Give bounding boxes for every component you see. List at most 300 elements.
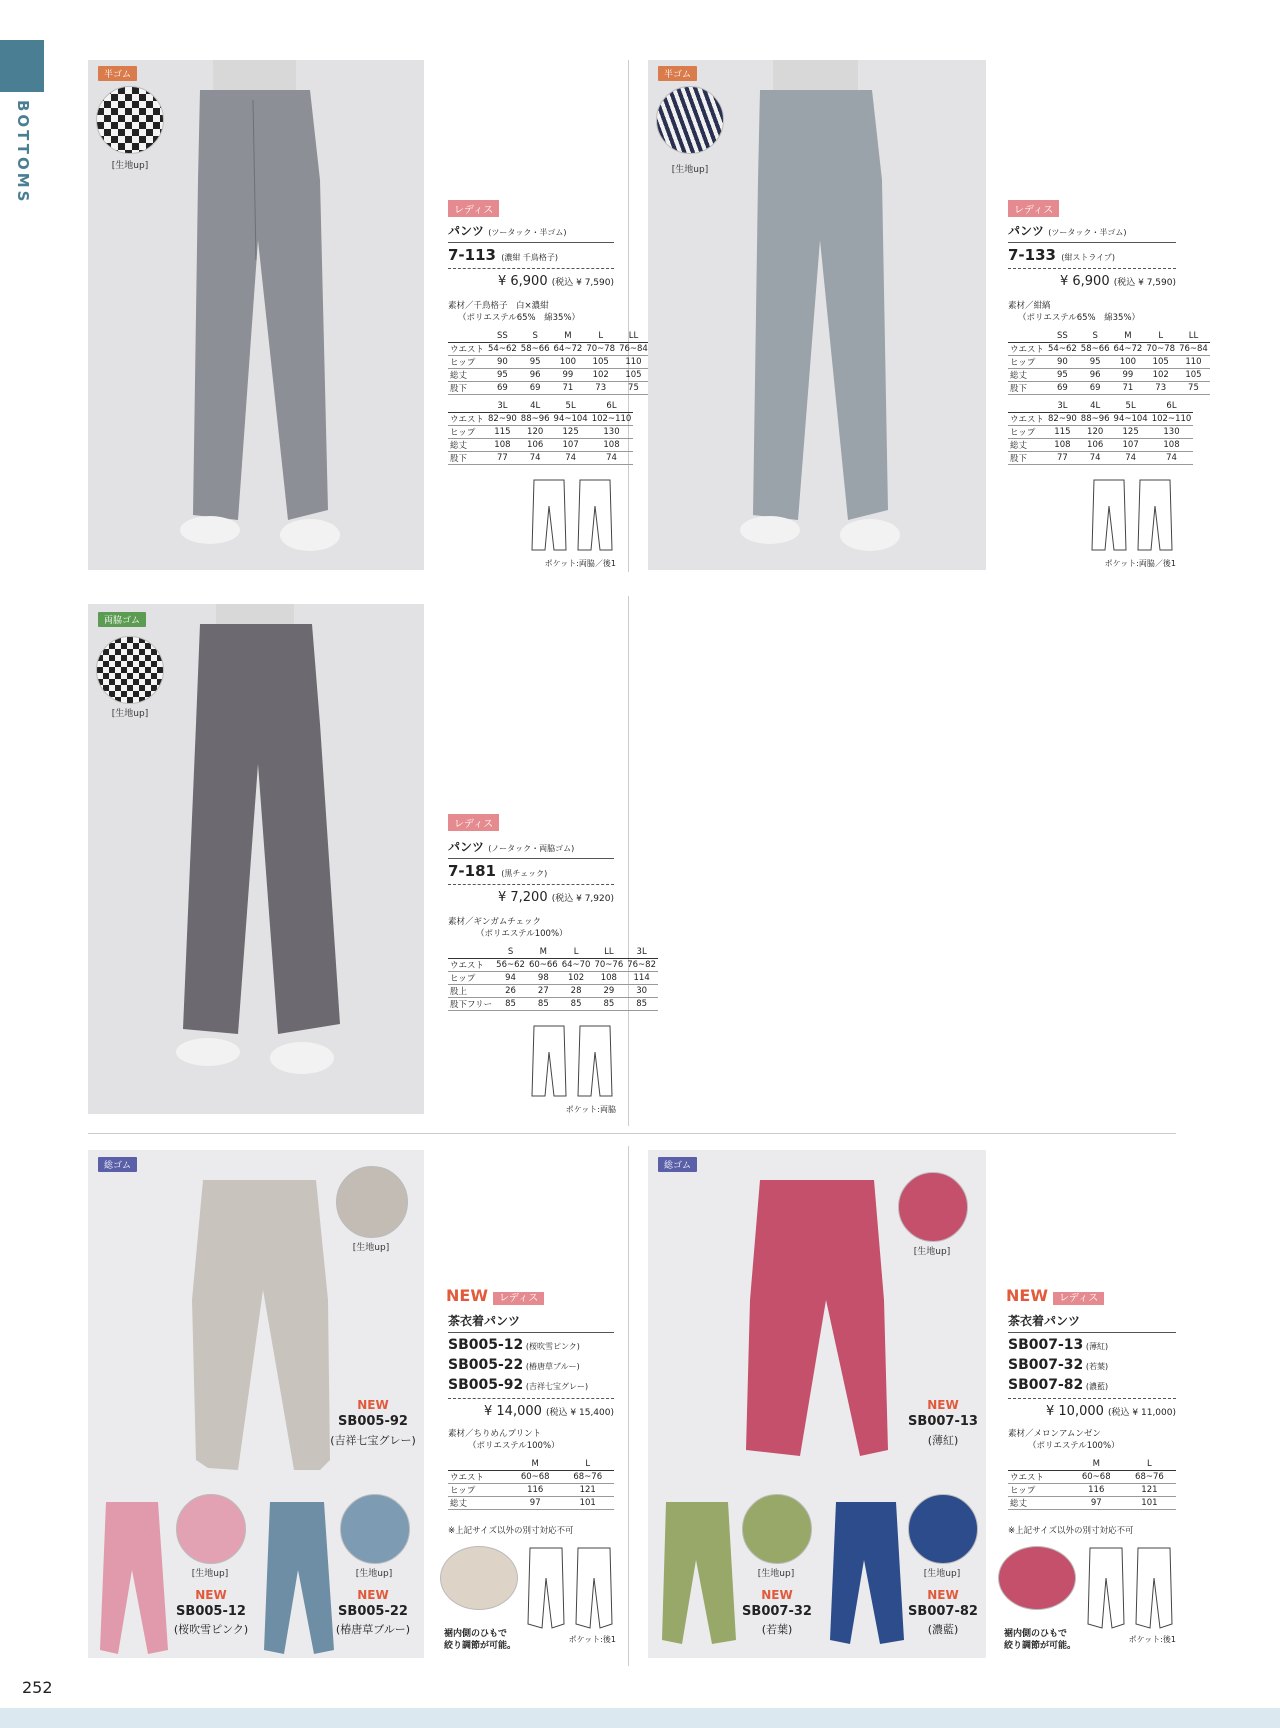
- size-cell: 106: [1079, 439, 1112, 452]
- page-number: 252: [22, 1678, 53, 1697]
- size-header-row: [1008, 400, 1193, 413]
- material: [1008, 300, 1178, 324]
- code-note: (濃藍): [1083, 1382, 1109, 1391]
- flat-drawing: [1090, 476, 1176, 556]
- size-header-cell: [1008, 1458, 1070, 1471]
- size-row-label: ウエスト: [448, 343, 486, 356]
- cord-note-line: 絞り調節が可能。: [1004, 1641, 1077, 1651]
- size-cell: 108: [590, 439, 634, 452]
- size-cell: 95: [519, 356, 552, 369]
- code-text: 7-113: [448, 246, 496, 264]
- size-cell: 96: [1079, 369, 1112, 382]
- size-header-cell: [1008, 400, 1046, 413]
- size-table: [448, 1458, 614, 1510]
- code-note: (濃紺 千鳥格子): [501, 253, 559, 262]
- size-cell: 94: [494, 972, 527, 985]
- column-divider: [628, 60, 629, 572]
- row-divider: [88, 1133, 1176, 1134]
- size-header-cell: M: [1070, 1458, 1123, 1471]
- code-note: (黒チェック): [501, 869, 548, 878]
- size-header-cell: [1008, 330, 1046, 343]
- size-header-row: [448, 946, 658, 959]
- size-cell: 105: [584, 356, 617, 369]
- size-cell: 115: [1046, 426, 1079, 439]
- pocket-note: ポケット:両脇: [565, 1105, 616, 1114]
- size-row: [448, 1471, 614, 1484]
- size-cell: 130: [1150, 426, 1194, 439]
- size-cell: 54~62: [1048, 344, 1077, 354]
- product-code: [448, 246, 558, 264]
- size-row-label: ヒップ: [448, 356, 486, 369]
- size-row-label: 股下: [448, 452, 486, 465]
- size-row-label: 股下: [1008, 382, 1046, 395]
- size-cell: 100: [1112, 356, 1145, 369]
- price-tax: (税込 ¥ 7,590): [1113, 278, 1176, 288]
- flat-drawing: [1086, 1544, 1176, 1634]
- rule: [1008, 1332, 1176, 1333]
- size-cell: 70~78: [1146, 344, 1176, 354]
- size-row: [1008, 369, 1210, 382]
- size-cell: 76~84: [1179, 344, 1208, 354]
- size-row: [1008, 1471, 1176, 1484]
- size-cell: 64~70: [561, 960, 591, 970]
- size-cell: 30: [625, 985, 658, 998]
- size-row-label: ウエスト: [448, 959, 494, 972]
- variant-color: (桜吹雪ピンク): [173, 1623, 249, 1636]
- size-cell: 101: [561, 1497, 614, 1510]
- rule: [448, 1332, 614, 1333]
- fabric-swatch: [176, 1494, 246, 1564]
- size-cell: 125: [552, 426, 590, 439]
- size-header-cell: 4L: [519, 400, 552, 413]
- size-row-label: ウエスト: [1008, 1471, 1070, 1484]
- size-cell: 85: [527, 998, 560, 1011]
- product-code: [1008, 1336, 1178, 1356]
- size-row-label: 総丈: [448, 1497, 509, 1510]
- size-note: ※上記サイズ以外の別寸対応不可: [448, 1526, 574, 1536]
- price-tax: (税込 ¥ 11,000): [1108, 1408, 1176, 1418]
- size-cell: 68~76: [1123, 1471, 1176, 1484]
- size-cell: 71: [552, 382, 585, 395]
- size-cell: 77: [486, 452, 519, 465]
- size-header-cell: SS: [1046, 330, 1079, 343]
- size-header-cell: 3L: [486, 400, 519, 413]
- size-header-cell: 4L: [1079, 400, 1112, 413]
- size-header-row: [1008, 1458, 1176, 1471]
- pocket-note: ポケット:両脇／後1: [544, 559, 616, 568]
- size-cell: 64~72: [1113, 344, 1143, 354]
- size-cell: 110: [1177, 356, 1210, 369]
- size-cell: 64~72: [553, 344, 583, 354]
- title-note: (ツータック・半ゴム): [488, 228, 567, 237]
- fabric-label: [生地up]: [913, 1247, 951, 1257]
- size-row: [1008, 343, 1210, 356]
- rule: [448, 1398, 614, 1399]
- size-cell: 99: [552, 369, 585, 382]
- fabric-swatch: [336, 1166, 408, 1238]
- variant-color: (吉祥七宝グレー): [330, 1434, 416, 1447]
- size-cell: 85: [625, 998, 658, 1011]
- material-composition: （ポリエステル100%）: [476, 929, 568, 939]
- size-row: [448, 413, 633, 426]
- size-cell: 85: [560, 998, 593, 1011]
- price-text: ¥ 14,000: [484, 1404, 542, 1419]
- size-cell: 98: [527, 972, 560, 985]
- variant-code: SB007-13: [908, 1414, 978, 1429]
- new-text: NEW: [446, 1286, 488, 1305]
- size-row: [448, 356, 650, 369]
- flat-drawing: [526, 1544, 616, 1634]
- size-row: [1008, 1497, 1176, 1510]
- size-row-label: 股上: [448, 985, 494, 998]
- size-row: [448, 959, 658, 972]
- flat-drawing: [530, 476, 616, 556]
- fabric-label: [生地up]: [355, 1569, 393, 1579]
- size-cell: 26: [494, 985, 527, 998]
- new-label: NEW: [195, 1588, 227, 1602]
- code-text: 7-133: [1008, 246, 1056, 264]
- size-cell: 74: [1150, 452, 1194, 465]
- size-header-cell: M: [509, 1458, 562, 1471]
- size-header-cell: L: [560, 946, 593, 959]
- pocket-note: ポケット:両脇／後1: [1104, 559, 1176, 568]
- size-row: [448, 343, 650, 356]
- size-row-label: ウエスト: [448, 413, 486, 426]
- product-title: 茶衣着パンツ: [448, 1314, 521, 1328]
- material-line: 素材／千鳥格子 白×濃紺: [448, 301, 549, 311]
- rule: [1008, 242, 1176, 243]
- size-cell: 116: [509, 1484, 562, 1497]
- rule: [448, 884, 614, 885]
- size-cell: 82~90: [488, 414, 517, 424]
- size-cell: 102: [560, 972, 593, 985]
- title-note: (ツータック・半ゴム): [1048, 228, 1127, 237]
- ladies-badge: レディス: [448, 814, 499, 831]
- column-divider: [628, 1146, 629, 1666]
- size-header-cell: 6L: [590, 400, 634, 413]
- size-cell: 96: [519, 369, 552, 382]
- size-cell: 100: [552, 356, 585, 369]
- size-header-cell: [448, 330, 486, 343]
- size-cell: 108: [1150, 439, 1194, 452]
- fabric-swatch: [898, 1172, 968, 1242]
- new-heading: [1006, 1286, 1104, 1305]
- size-row-label: 総丈: [448, 439, 486, 452]
- size-row-label: ヒップ: [448, 426, 486, 439]
- size-header-cell: L: [1144, 330, 1177, 343]
- elastic-badge: 半ゴム: [98, 66, 137, 81]
- size-row-label: 総丈: [1008, 1497, 1070, 1510]
- product-code: [448, 1356, 618, 1376]
- size-row-label: 股下: [1008, 452, 1046, 465]
- new-label: NEW: [927, 1398, 959, 1412]
- variant-color: (濃藍): [927, 1623, 959, 1636]
- variant-code: SB005-92: [338, 1414, 408, 1429]
- fabric-label: [生地up]: [923, 1569, 961, 1579]
- size-row-label: ヒップ: [1008, 356, 1046, 369]
- size-cell: 70~76: [594, 960, 624, 970]
- size-row-label: ヒップ: [448, 1484, 509, 1497]
- size-row: [448, 1497, 614, 1510]
- elastic-badge: 総ゴム: [98, 1157, 137, 1172]
- new-text: NEW: [1006, 1286, 1048, 1305]
- price-tax: (税込 ¥ 15,400): [546, 1408, 614, 1418]
- code-list: [1008, 1336, 1178, 1396]
- fabric-swatch: [96, 636, 164, 704]
- section-tab: [0, 40, 44, 92]
- size-header-cell: [448, 1458, 509, 1471]
- size-cell: 106: [519, 439, 552, 452]
- size-row: [448, 985, 658, 998]
- product-code: [1008, 246, 1115, 264]
- code-note: (桜吹雪ピンク): [523, 1342, 580, 1351]
- size-cell: 60~66: [528, 960, 558, 970]
- size-cell: 60~68: [509, 1471, 562, 1484]
- price: [448, 1404, 614, 1419]
- size-cell: 107: [1112, 439, 1150, 452]
- size-note: ※上記サイズ以外の別寸対応不可: [1008, 1526, 1134, 1536]
- pocket-note: ポケット:後1: [568, 1635, 616, 1644]
- new-label: NEW: [357, 1588, 389, 1602]
- title-text: パンツ: [448, 840, 485, 854]
- title-text: パンツ: [1008, 224, 1045, 238]
- size-table: [1008, 1458, 1176, 1510]
- new-label: NEW: [357, 1398, 389, 1412]
- variant-code: SB007-32: [742, 1604, 812, 1619]
- size-cell: 56~62: [496, 960, 525, 970]
- size-header-cell: S: [519, 330, 552, 343]
- hem-closeup: [440, 1546, 518, 1610]
- hem-closeup: [998, 1546, 1076, 1610]
- size-cell: 27: [527, 985, 560, 998]
- size-header-row: [448, 330, 650, 343]
- size-cell: 69: [486, 382, 519, 395]
- rule: [448, 268, 614, 269]
- fabric-swatch: [908, 1494, 978, 1564]
- size-header-cell: 3L: [1046, 400, 1079, 413]
- size-cell: 116: [1070, 1484, 1123, 1497]
- size-cell: 77: [1046, 452, 1079, 465]
- product-title: [448, 222, 566, 239]
- size-cell: 82~90: [1048, 414, 1077, 424]
- size-header-cell: M: [527, 946, 560, 959]
- size-row-label: ヒップ: [448, 972, 494, 985]
- product-title: [1008, 222, 1126, 239]
- size-cell: 88~96: [520, 414, 550, 424]
- size-cell: 102: [1144, 369, 1177, 382]
- size-cell: 58~66: [1080, 344, 1110, 354]
- size-row-label: ウエスト: [448, 1471, 509, 1484]
- size-header-row: [448, 1458, 614, 1471]
- price: [448, 274, 614, 289]
- material: [1008, 1428, 1178, 1452]
- size-row-label: 股下フリー: [448, 998, 494, 1011]
- material-line: 素材／ギンガムチェック: [448, 917, 541, 927]
- size-header-cell: S: [1079, 330, 1112, 343]
- size-header-cell: 6L: [1150, 400, 1194, 413]
- elastic-badge: 総ゴム: [658, 1157, 697, 1172]
- fabric-label: [生地up]: [111, 709, 149, 719]
- size-cell: 75: [617, 382, 650, 395]
- size-cell: 28: [560, 985, 593, 998]
- fabric-label: [生地up]: [352, 1243, 390, 1253]
- size-row: [448, 452, 633, 465]
- new-label: NEW: [761, 1588, 793, 1602]
- size-cell: 99: [1112, 369, 1145, 382]
- ladies-badge: レディス: [448, 200, 499, 217]
- material: [448, 300, 618, 324]
- size-cell: 69: [519, 382, 552, 395]
- size-row: [1008, 1484, 1176, 1497]
- size-header-cell: L: [584, 330, 617, 343]
- fabric-label: [生地up]: [757, 1569, 795, 1579]
- size-header-cell: M: [1112, 330, 1145, 343]
- flat-drawing: [530, 1022, 616, 1102]
- size-cell: 58~66: [520, 344, 550, 354]
- fabric-swatch: [340, 1494, 410, 1564]
- size-cell: 114: [625, 972, 658, 985]
- size-row-label: 総丈: [1008, 439, 1046, 452]
- size-cell: 71: [1112, 382, 1145, 395]
- size-cell: 74: [590, 452, 634, 465]
- size-row: [448, 1484, 614, 1497]
- code-note: (椿唐草ブルー): [523, 1362, 580, 1371]
- size-row-label: 股下: [448, 382, 486, 395]
- size-cell: 90: [486, 356, 519, 369]
- size-row: [448, 369, 650, 382]
- price: [448, 890, 614, 905]
- size-header-cell: L: [1123, 1458, 1176, 1471]
- new-label: NEW: [927, 1588, 959, 1602]
- variant-color: (椿唐草ブルー): [335, 1623, 411, 1636]
- size-row-label: ヒップ: [1008, 426, 1046, 439]
- code-text: SB005-22: [448, 1357, 524, 1373]
- material-composition: （ポリエステル65% 綿35%）: [1018, 313, 1141, 323]
- size-row: [448, 972, 658, 985]
- code-text: SB007-13: [1008, 1337, 1084, 1353]
- size-cell: 120: [1079, 426, 1112, 439]
- code-note: (薄紅): [1083, 1342, 1109, 1351]
- size-cell: 97: [509, 1497, 562, 1510]
- size-cell: 95: [486, 369, 519, 382]
- size-cell: 75: [1177, 382, 1210, 395]
- size-header-cell: 5L: [552, 400, 590, 413]
- material-line: 素材／メロンアムンゼン: [1008, 1429, 1101, 1439]
- variant-color: (若葉): [761, 1623, 793, 1636]
- title-note: (ノータック・両脇ゴム): [488, 844, 575, 853]
- size-cell: 105: [617, 369, 650, 382]
- size-cell: 94~104: [553, 414, 588, 424]
- ladies-badge: レディス: [1053, 1292, 1104, 1305]
- size-cell: 74: [552, 452, 590, 465]
- variant-code: SB005-12: [176, 1604, 246, 1619]
- size-cell: 115: [486, 426, 519, 439]
- size-row: [448, 439, 633, 452]
- size-cell: 90: [1046, 356, 1079, 369]
- size-cell: 107: [552, 439, 590, 452]
- section-label: BOTTOMS: [14, 100, 32, 205]
- size-cell: 85: [592, 998, 625, 1011]
- size-cell: 121: [561, 1484, 614, 1497]
- size-cell: 108: [592, 972, 625, 985]
- size-cell: 95: [1046, 369, 1079, 382]
- title-text: パンツ: [448, 224, 485, 238]
- size-header-cell: SS: [486, 330, 519, 343]
- ladies-badge: レディス: [493, 1292, 544, 1305]
- size-header-cell: 5L: [1112, 400, 1150, 413]
- material: [448, 1428, 618, 1452]
- material-composition: （ポリエステル100%）: [468, 1441, 560, 1451]
- material-line: 素材／紺縞: [1008, 301, 1051, 311]
- size-cell: 74: [519, 452, 552, 465]
- fabric-label: [生地up]: [671, 165, 709, 175]
- price: [1008, 1404, 1176, 1419]
- price-text: ¥ 6,900: [1059, 274, 1110, 289]
- rule: [448, 858, 614, 859]
- size-cell: 102~110: [1151, 414, 1192, 424]
- size-cell: 101: [1123, 1497, 1176, 1510]
- price: [1008, 274, 1176, 289]
- size-row: [1008, 356, 1210, 369]
- size-header-row: [1008, 330, 1210, 343]
- size-cell: 94~104: [1113, 414, 1148, 424]
- product-code: [1008, 1356, 1178, 1376]
- price-tax: (税込 ¥ 7,920): [551, 894, 614, 904]
- size-cell: 105: [1177, 369, 1210, 382]
- size-header-cell: LL: [617, 330, 650, 343]
- size-table: [1008, 330, 1210, 395]
- size-header-cell: 3L: [625, 946, 658, 959]
- fabric-swatch: [656, 86, 724, 154]
- size-row-label: ヒップ: [1008, 1484, 1070, 1497]
- size-cell: 120: [519, 426, 552, 439]
- code-note: (若葉): [1083, 1362, 1109, 1371]
- fabric-swatch: [96, 86, 164, 154]
- size-header-row: [448, 400, 633, 413]
- code-text: SB007-32: [1008, 1357, 1084, 1373]
- product-title: 茶衣着パンツ: [1008, 1314, 1081, 1328]
- variant-color: (薄紅): [927, 1434, 959, 1447]
- fabric-label: [生地up]: [111, 161, 149, 171]
- size-cell: 102: [584, 369, 617, 382]
- material: [448, 916, 618, 940]
- size-cell: 108: [486, 439, 519, 452]
- price-text: ¥ 7,200: [497, 890, 548, 905]
- size-cell: 95: [1079, 356, 1112, 369]
- fabric-label: [生地up]: [191, 1569, 229, 1579]
- code-list: [448, 1336, 618, 1396]
- size-row-label: 総丈: [448, 369, 486, 382]
- cord-note-line: 裾内側のひもで: [444, 1629, 508, 1639]
- elastic-badge: 両脇ゴム: [98, 612, 146, 627]
- elastic-badge: 半ゴム: [658, 66, 697, 81]
- price-tax: (税込 ¥ 7,590): [551, 278, 614, 288]
- size-cell: 69: [1079, 382, 1112, 395]
- size-cell: 68~76: [561, 1471, 614, 1484]
- size-row: [448, 998, 658, 1011]
- size-cell: 70~78: [586, 344, 616, 354]
- cord-note-line: 裾内側のひもで: [1004, 1629, 1068, 1639]
- code-text: SB007-82: [1008, 1377, 1084, 1393]
- variant-code: SB005-22: [338, 1604, 408, 1619]
- footer-band: [0, 1708, 1280, 1728]
- column-divider: [628, 596, 629, 1126]
- price-text: ¥ 10,000: [1046, 1404, 1104, 1419]
- variant-code: SB007-82: [908, 1604, 978, 1619]
- size-cell: 130: [590, 426, 634, 439]
- size-cell: 110: [617, 356, 650, 369]
- size-row: [1008, 439, 1193, 452]
